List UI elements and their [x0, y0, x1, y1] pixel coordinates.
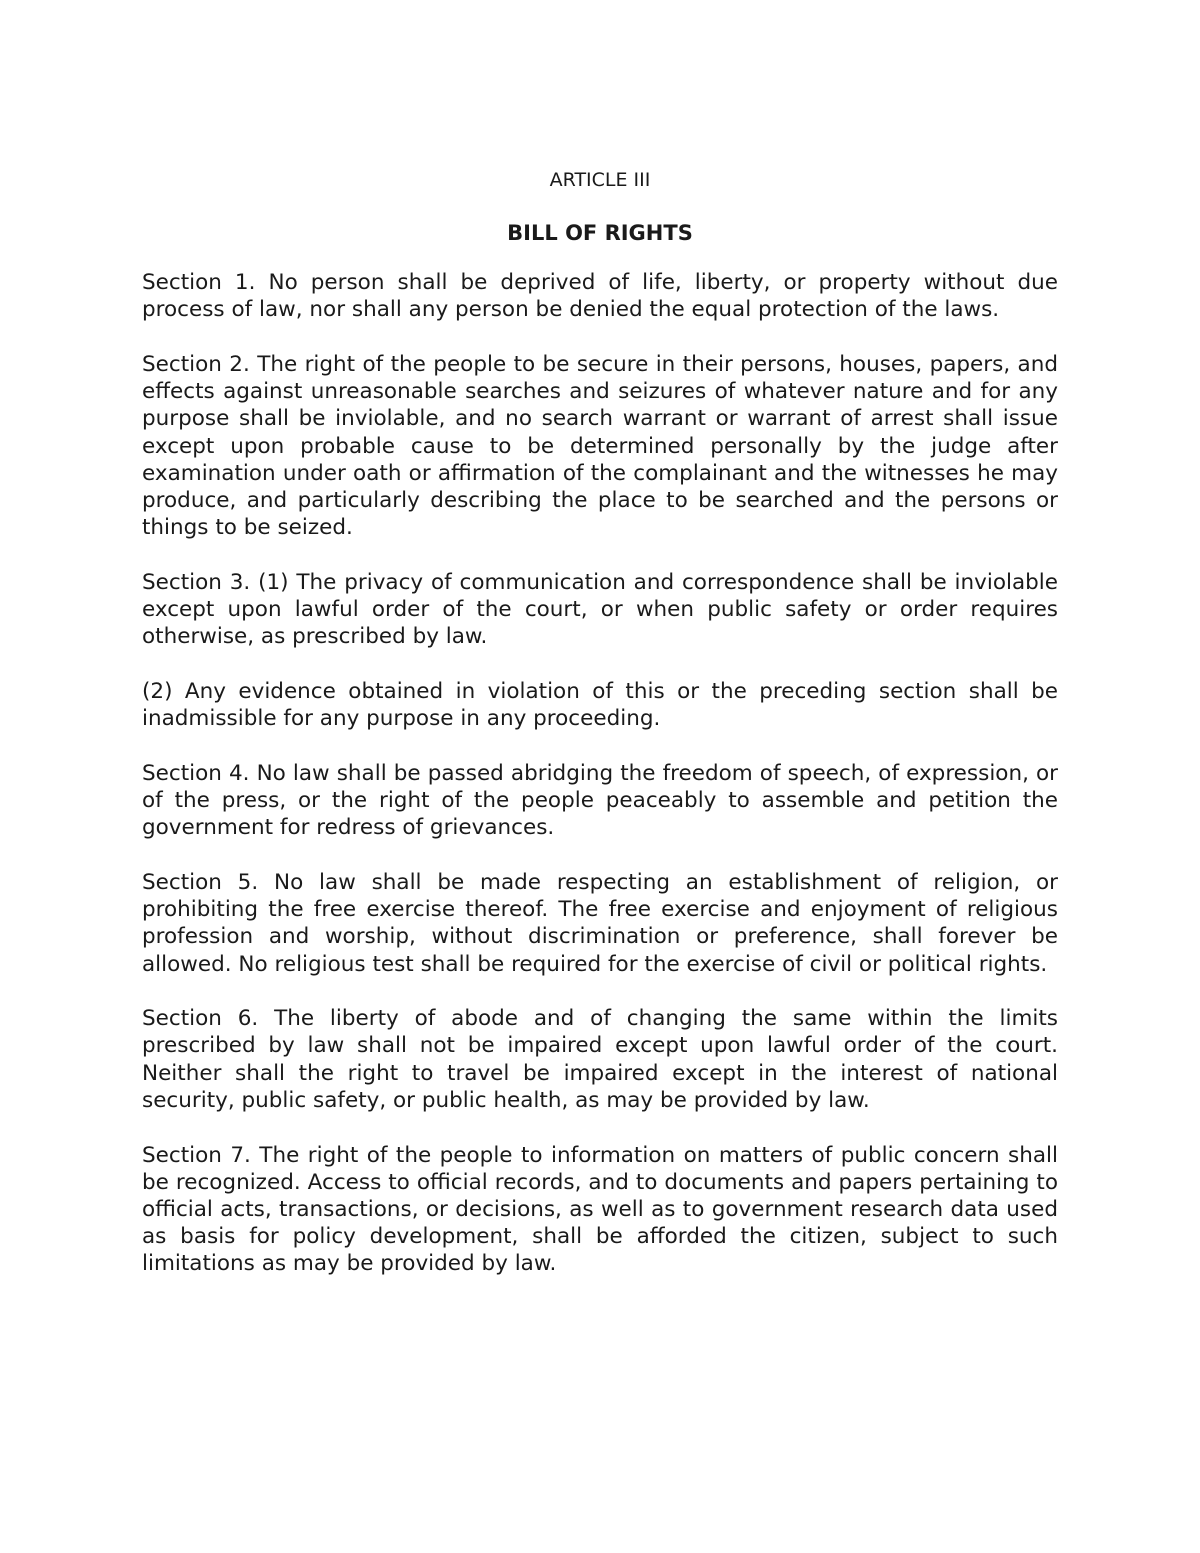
section-4-paragraph: Section 4. No law shall be passed abridging the freedom of speech, of expression, or of the press, or the right of the people peaceably to assemble and petition the government for redress of grievances. [142, 760, 1058, 841]
section-1-paragraph: Section 1. No person shall be deprived of life, liberty, or property without due process of law, nor shall any person be denied the equal protection of the laws. [142, 270, 1058, 323]
section-3-2-paragraph: (2) Any evidence obtained in violation of this or the preceding section shall be inadmissible for any purpose in any proceeding. [142, 678, 1058, 732]
section-5-paragraph: Section 5. No law shall be made respecting an establishment of religion, or prohibiting the free exercise thereof. The free exercise and enjoyment of religious profession and worship, without discrimination or preference, shall forever be allowed. No religious test shall be required for the exercise of civil or political rights. [142, 869, 1058, 977]
document-page [142, 166, 1058, 1305]
document-title: BILL OF RIGHTS [507, 221, 693, 245]
section-7-paragraph: Section 7. The right of the people to information on matters of public concern shall be recognized. Access to official records, and to documents and papers pertaining to official acts, transactions, or decisions, as well as to government research data used as basis for policy development, shall be afforded the citizen, subject to such limitations as may be provided by law. [142, 1142, 1058, 1277]
section-3-1-paragraph: Section 3. (1) The privacy of communication and correspondence shall be inviolable except upon lawful order of the court, or when public safety or order requires otherwise, as prescribed by law. [142, 569, 1058, 650]
article-label: ARTICLE III [549, 169, 651, 191]
section-6-paragraph: Section 6. The liberty of abode and of changing the same within the limits prescribed by law shall not be impaired except upon lawful order of the court. Neither shall the right to travel be impaired except in the interest of national security, public safety, or public health, as may be provided by law. [142, 1006, 1058, 1113]
section-2-paragraph: Section 2. The right of the people to be secure in their persons, houses, papers, and effects against unreasonable searches and seizures of whatever nature and for any purpose shall be inviolable, and no search warrant or warrant of arrest shall issue except upon probable cause to be determined personally by the judge after examination under oath or affirmation of the complainant and the witnesses he may produce, and particularly describing the place to be searched and the persons or things to be seized. [142, 351, 1058, 541]
